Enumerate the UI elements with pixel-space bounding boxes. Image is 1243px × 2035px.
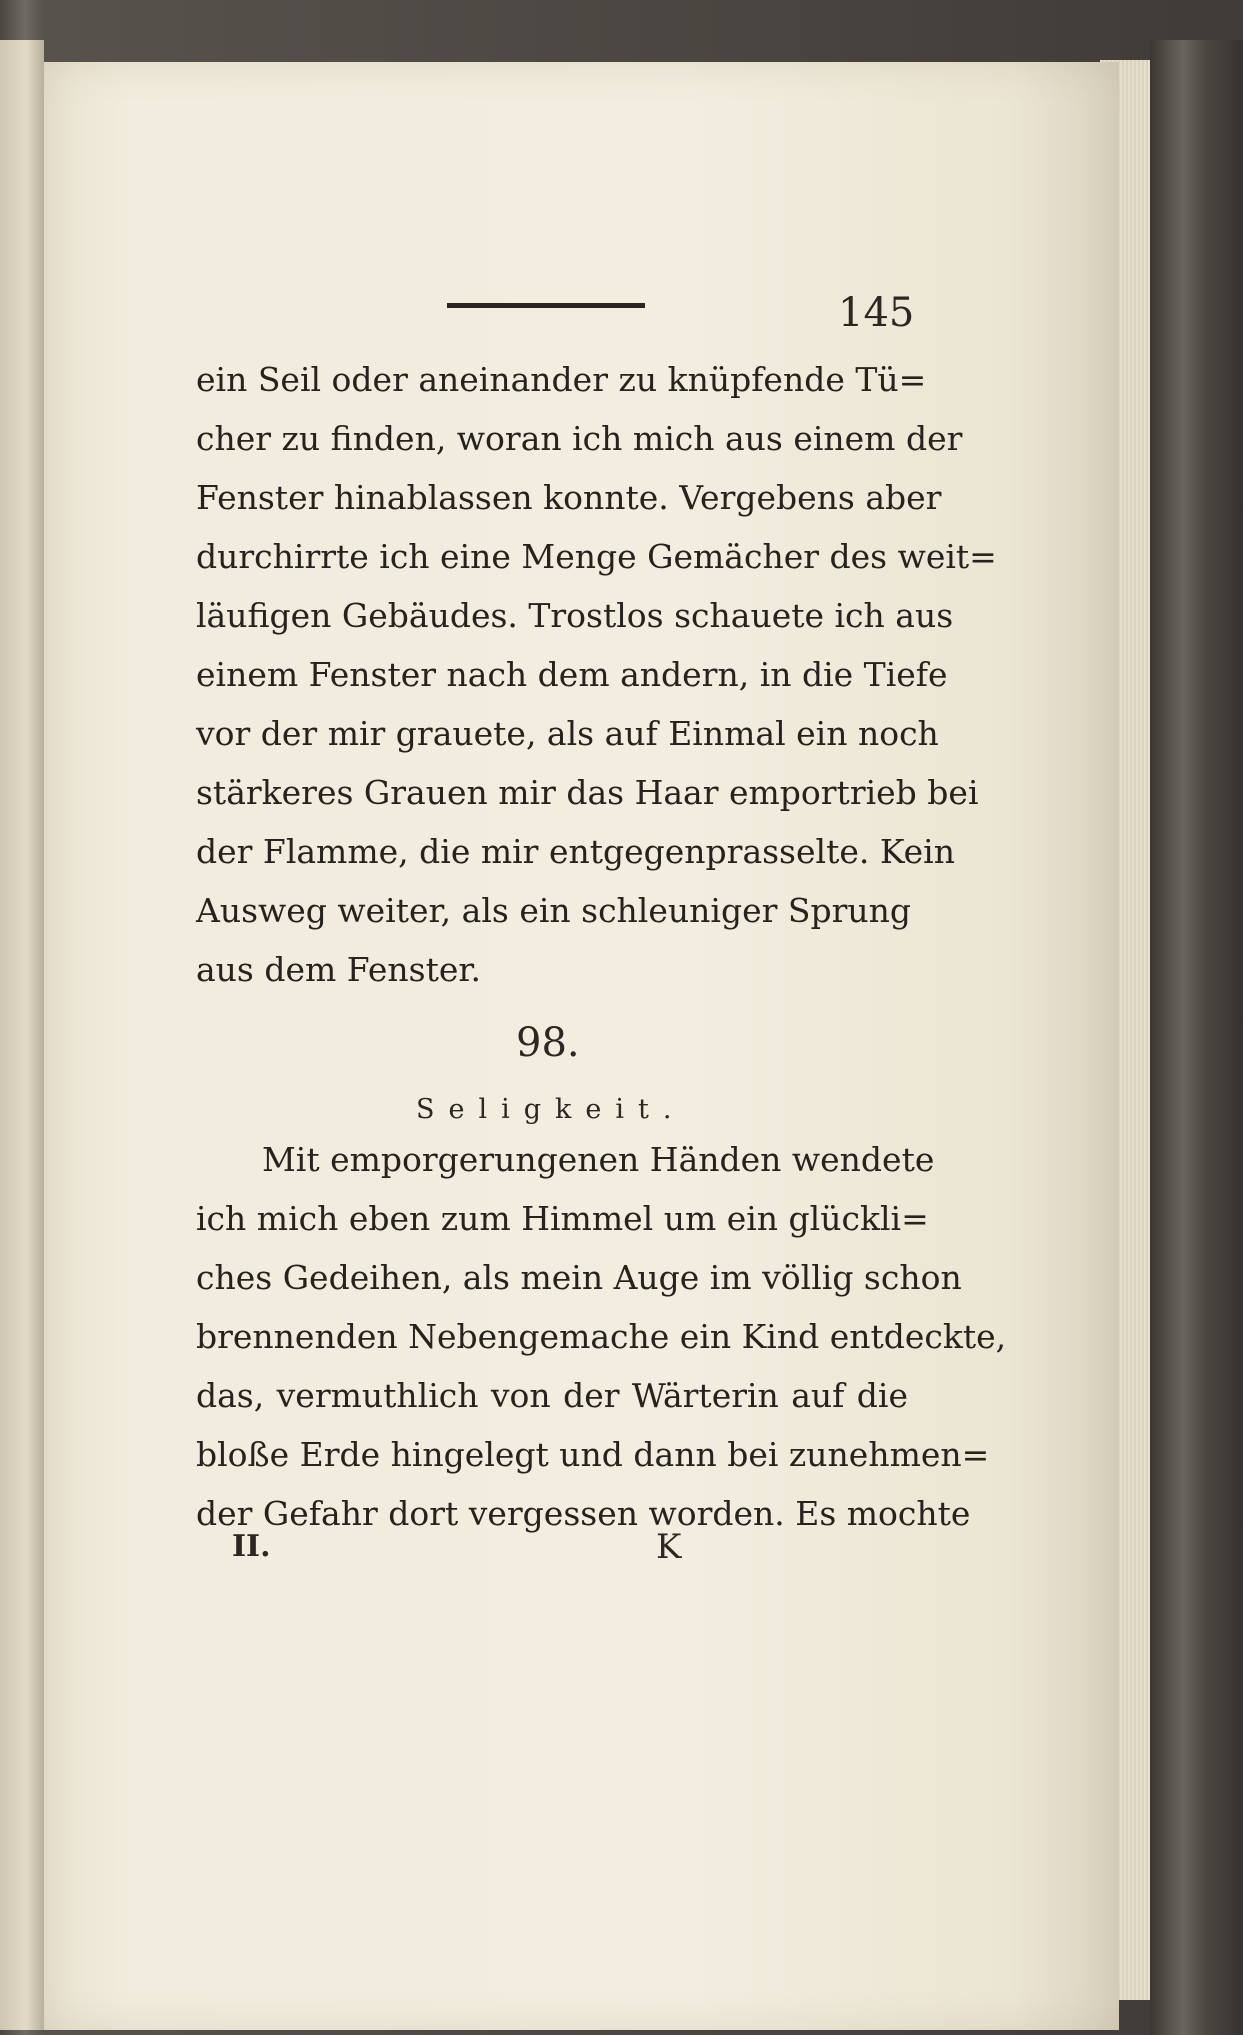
text-line: einem Fenster nach dem andern, in die Tiefe <box>196 655 948 694</box>
text-line: ich mich eben zum Himmel um ein glückli= <box>196 1199 929 1238</box>
text-line: der Gefahr dort vergessen worden. Es mochte <box>196 1494 971 1533</box>
text-line: ein Seil oder aneinander zu knüpfende Tü= <box>196 360 927 399</box>
text-line: Fenster hinablassen konnte. Vergebens aber <box>196 478 942 517</box>
text-line: stärkeres Grauen mir das Haar emportrieb bei <box>196 773 979 812</box>
text-line: vor der mir grauete, als auf Einmal ein noch <box>196 714 939 753</box>
text-line: Ausweg weiter, als ein schleuniger Sprung <box>196 891 912 930</box>
text-line: das, vermuthlich von der Wärterin auf die <box>196 1376 908 1415</box>
left-page-edge <box>0 40 44 2030</box>
text-line: cher zu finden, woran ich mich aus einem der <box>196 419 963 458</box>
header-rule <box>447 303 645 308</box>
book-cover <box>1150 40 1243 2035</box>
paragraph-top <box>196 350 997 999</box>
signature-mark: K <box>656 1527 682 1567</box>
section-title: Seligkeit. <box>416 1094 686 1125</box>
section-number: 98. <box>516 1020 580 1066</box>
text-line: bloße Erde hingelegt und dann bei zunehmen= <box>196 1435 990 1474</box>
text-line: Mit emporgerungenen Händen wendete <box>262 1140 935 1179</box>
signature-volume: II. <box>232 1529 271 1564</box>
text-line: aus dem Fenster. <box>196 950 482 989</box>
text-line: durchirrte ich eine Menge Gemächer des weit= <box>196 537 997 576</box>
text-line: brennenden Nebengemache ein Kind entdeckte, <box>196 1317 1007 1356</box>
text-line: der Flamme, die mir entgegenprasselte. Kein <box>196 832 955 871</box>
paragraph-bottom <box>196 1130 1007 1543</box>
text-line: läufigen Gebäudes. Trostlos schauete ich aus <box>196 596 954 635</box>
text-line: ches Gedeihen, als mein Auge im völlig schon <box>196 1258 962 1297</box>
page-number: 145 <box>838 290 915 336</box>
